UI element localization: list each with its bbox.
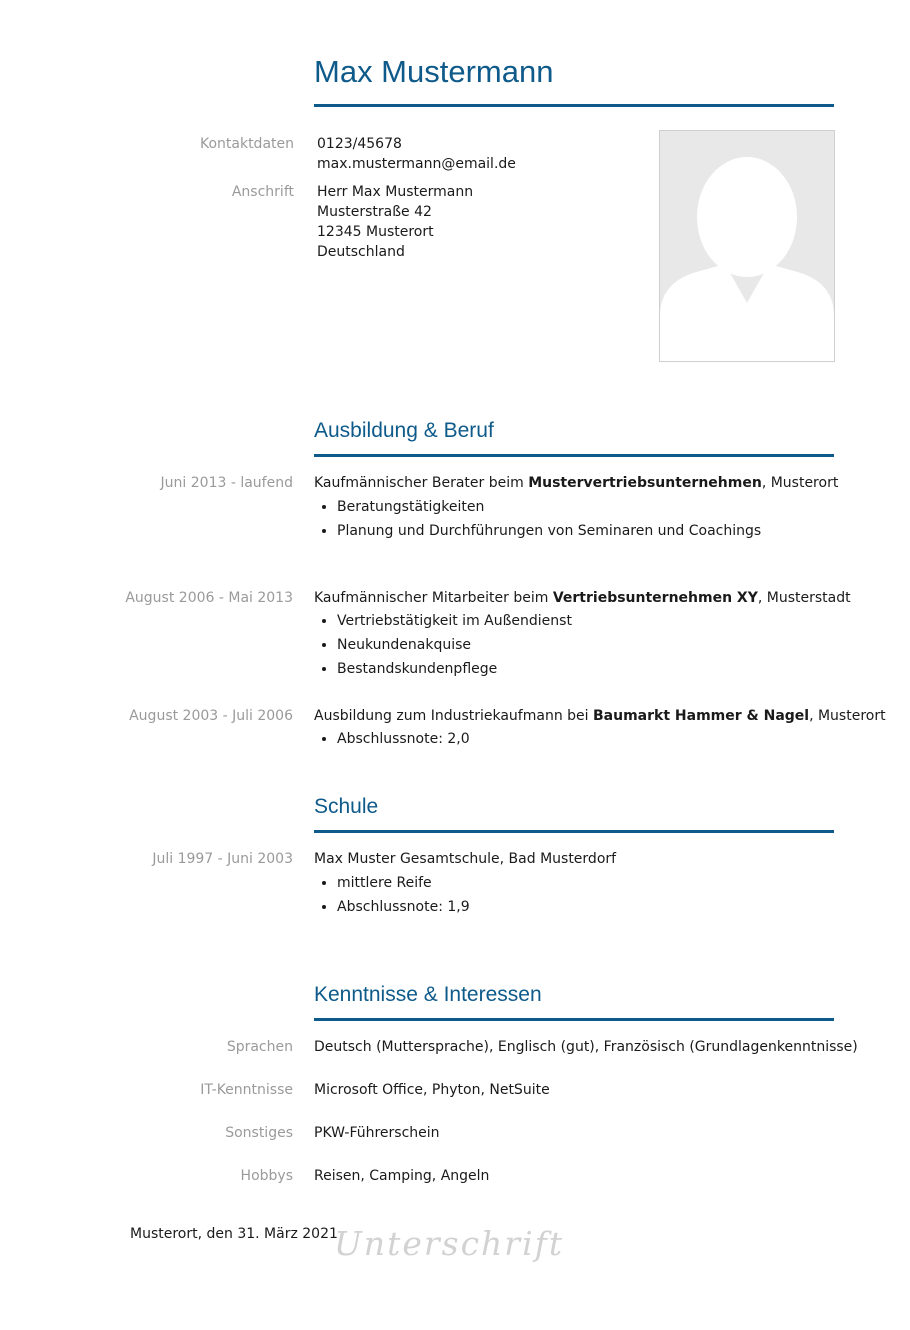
entry-date: August 2006 - Mai 2013 — [125, 590, 293, 606]
skill-value: Microsoft Office, Phyton, NetSuite — [314, 1082, 550, 1098]
skill-label: Hobbys — [240, 1168, 293, 1184]
list-item: • mittlere Reife — [337, 871, 470, 895]
address-line: 12345 Musterort — [317, 224, 434, 240]
entry-date: August 2003 - Juli 2006 — [129, 708, 293, 724]
entry-title: Max Muster Gesamtschule, Bad Musterdorf — [314, 851, 617, 867]
section-title-school: Schule — [314, 795, 379, 818]
place-date: Musterort, den 31. März 2021 — [130, 1226, 338, 1242]
entry-bullets — [314, 727, 470, 751]
skill-label: IT-Kenntnisse — [200, 1082, 293, 1098]
section-divider — [314, 830, 834, 833]
profile-photo — [659, 130, 835, 362]
list-item: • Vertriebstätigkeit im Außendienst — [337, 609, 572, 633]
skill-value: Reisen, Camping, Angeln — [314, 1168, 490, 1184]
entry-company: Vertriebsunternehmen XY — [552, 590, 758, 606]
address-line: Musterstraße 42 — [317, 204, 432, 220]
signature: Unterschrift — [334, 1224, 565, 1263]
section-divider — [314, 454, 834, 457]
address-label: Anschrift — [231, 184, 294, 200]
entry-bullets — [314, 871, 470, 919]
phone-value: 0123/45678 — [317, 136, 402, 152]
section-title-skills: Kenntnisse & Interessen — [314, 983, 542, 1006]
entry-date: Juni 2013 - laufend — [160, 475, 293, 491]
entry-company: Mustervertriebsunternehmen — [528, 475, 762, 491]
skill-value: PKW-Führerschein — [314, 1125, 440, 1141]
list-item: • Bestandskundenpflege — [337, 657, 572, 681]
skill-label: Sonstiges — [225, 1125, 293, 1141]
entry-company: Baumarkt Hammer & Nagel — [593, 708, 810, 724]
contact-label: Kontaktdaten — [199, 136, 294, 152]
list-item: • Abschlussnote: 1,9 — [337, 895, 470, 919]
skill-value: Deutsch (Muttersprache), Englisch (gut), Französisch (Grundlagenkenntnisse) — [314, 1039, 858, 1055]
email-value: max.mustermann@email.de — [317, 156, 516, 172]
list-item: • Abschlussnote: 2,0 — [337, 727, 470, 751]
name-divider — [314, 104, 834, 107]
entry-bullets — [314, 495, 761, 543]
entry-date: Juli 1997 - Juni 2003 — [152, 851, 293, 867]
section-title-career: Ausbildung & Beruf — [314, 419, 494, 442]
list-item: • Neukundenakquise — [337, 633, 572, 657]
list-item: • Beratungstätigkeiten — [337, 495, 761, 519]
entry-bullets — [314, 609, 572, 681]
address-line: Herr Max Mustermann — [317, 184, 474, 200]
avatar-placeholder-icon — [660, 131, 834, 361]
skill-label: Sprachen — [226, 1039, 293, 1055]
entry-title: Kaufmännischer Berater beim Mustervertriebsunternehmen, Musterort — [314, 475, 839, 491]
entry-title: Kaufmännischer Mitarbeiter beim Vertriebsunternehmen XY, Musterstadt — [314, 590, 851, 606]
list-item: • Planung und Durchführungen von Seminaren und Coachings — [337, 519, 761, 543]
section-divider — [314, 1018, 834, 1021]
cv-name: Max Mustermann — [314, 54, 554, 89]
address-line: Deutschland — [317, 244, 405, 260]
entry-title: Ausbildung zum Industriekaufmann bei Baumarkt Hammer & Nagel, Musterort — [314, 708, 886, 724]
